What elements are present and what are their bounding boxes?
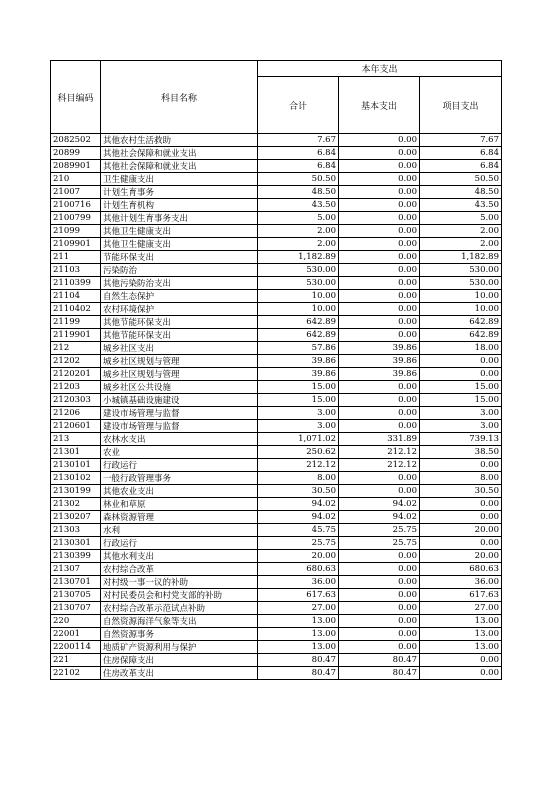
subject-code-cell: 21206 [51,407,101,420]
total-cell: 1,071.02 [258,433,339,446]
table-row [51,277,502,290]
subject-name-cell: 其他卫生健康支出 [101,238,258,251]
table-row [51,615,502,628]
table-row [51,134,502,147]
subject-name-cell: 森林资源管理 [101,511,258,524]
basic-expenditure-cell: 39.86 [339,355,420,368]
project-expenditure-cell: 18.00 [420,342,502,355]
subject-name-cell: 建设市场管理与监督 [101,407,258,420]
subject-code-cell: 21303 [51,524,101,537]
subject-name-cell: 城乡社区支出 [101,342,258,355]
project-expenditure-cell: 20.00 [420,524,502,537]
basic-expenditure-cell: 25.75 [339,524,420,537]
basic-expenditure-cell: 0.00 [339,186,420,199]
project-expenditure-cell: 739.13 [420,433,502,446]
table-body [51,134,502,680]
subject-code-cell: 2100799 [51,212,101,225]
basic-expenditure-cell: 94.02 [339,498,420,511]
subject-code-cell: 2130707 [51,602,101,615]
subject-code-cell: 212 [51,342,101,355]
subject-name-cell: 城乡社区规划与管理 [101,368,258,381]
table-row [51,550,502,563]
subject-name-cell: 计划生育事务 [101,186,258,199]
basic-expenditure-cell: 39.86 [339,368,420,381]
project-expenditure-cell: 3.00 [420,407,502,420]
basic-expenditure-cell: 0.00 [339,147,420,160]
subject-code-cell: 2120201 [51,368,101,381]
basic-expenditure-cell: 0.00 [339,485,420,498]
table-row [51,342,502,355]
total-cell: 39.86 [258,368,339,381]
basic-expenditure-cell: 0.00 [339,290,420,303]
project-expenditure-cell: 2.00 [420,238,502,251]
basic-expenditure-cell: 0.00 [339,550,420,563]
table-row [51,329,502,342]
subject-name-cell: 其他节能环保支出 [101,316,258,329]
total-cell: 212.12 [258,459,339,472]
basic-expenditure-cell: 0.00 [339,173,420,186]
subject-code-cell: 21007 [51,186,101,199]
project-expenditure-cell: 0.00 [420,667,502,680]
subject-code-cell: 2130301 [51,537,101,550]
total-cell: 8.00 [258,472,339,485]
subject-code-cell: 21202 [51,355,101,368]
subject-code-cell: 21103 [51,264,101,277]
project-expenditure-cell: 13.00 [420,628,502,641]
subject-name-cell: 地质矿产资源利用与保护 [101,641,258,654]
subject-code-cell: 2109901 [51,238,101,251]
total-cell: 10.00 [258,290,339,303]
project-expenditure-cell: 6.84 [420,147,502,160]
project-expenditure-cell: 15.00 [420,394,502,407]
subject-code-cell: 2130199 [51,485,101,498]
table-row [51,225,502,238]
project-expenditure-cell: 48.50 [420,186,502,199]
table-row [51,537,502,550]
basic-expenditure-cell: 331.89 [339,433,420,446]
total-header: 合计 [258,77,339,134]
table-row [51,446,502,459]
subject-name-cell: 水利 [101,524,258,537]
subject-code-cell: 2200114 [51,641,101,654]
subject-code-cell: 2130101 [51,459,101,472]
basic-expenditure-cell: 0.00 [339,329,420,342]
subject-code-cell: 2120303 [51,394,101,407]
subject-name-cell: 自然资源海洋气象等支出 [101,615,258,628]
basic-expenditure-cell: 0.00 [339,563,420,576]
total-cell: 13.00 [258,615,339,628]
basic-expenditure-cell: 0.00 [339,264,420,277]
project-expenditure-cell: 0.00 [420,498,502,511]
subject-code-cell: 20899 [51,147,101,160]
subject-code-cell: 21199 [51,316,101,329]
subject-name-cell: 农村综合改革示范试点补助 [101,602,258,615]
subject-name-cell: 农村环境保护 [101,303,258,316]
project-expenditure-cell: 1,182.89 [420,251,502,264]
basic-expenditure-cell: 0.00 [339,212,420,225]
total-cell: 530.00 [258,264,339,277]
subject-code-cell: 2100716 [51,199,101,212]
project-expenditure-cell: 8.00 [420,472,502,485]
table-row [51,667,502,680]
subject-name-cell: 对村民委员会和村党支部的补助 [101,589,258,602]
total-cell: 5.00 [258,212,339,225]
subject-name-header: 科目名称 [101,61,258,134]
project-expenditure-cell: 680.63 [420,563,502,576]
project-expenditure-cell: 10.00 [420,290,502,303]
total-cell: 13.00 [258,628,339,641]
subject-name-cell: 城乡社区公共设施 [101,381,258,394]
table-row [51,394,502,407]
budget-expenditure-table [50,60,502,680]
basic-expenditure-cell: 80.47 [339,667,420,680]
project-expenditure-cell: 27.00 [420,602,502,615]
total-cell: 1,182.89 [258,251,339,264]
project-expenditure-cell: 3.00 [420,420,502,433]
subject-code-cell: 2119901 [51,329,101,342]
subject-code-cell: 22102 [51,667,101,680]
subject-code-cell: 221 [51,654,101,667]
current-year-expenditure-header: 本年支出 [258,61,502,77]
total-cell: 57.86 [258,342,339,355]
total-cell: 2.00 [258,225,339,238]
subject-code-cell: 2120601 [51,420,101,433]
basic-expenditure-cell: 25.75 [339,537,420,550]
subject-name-cell: 污染防治 [101,264,258,277]
subject-code-cell: 21203 [51,381,101,394]
subject-code-cell: 22001 [51,628,101,641]
subject-code-cell: 2089901 [51,160,101,173]
total-cell: 642.89 [258,316,339,329]
basic-expenditure-cell: 80.47 [339,654,420,667]
total-cell: 3.00 [258,420,339,433]
subject-code-cell: 2130701 [51,576,101,589]
table-row [51,485,502,498]
subject-code-cell: 2130705 [51,589,101,602]
basic-expenditure-cell: 39.86 [339,342,420,355]
subject-name-cell: 其他社会保障和就业支出 [101,147,258,160]
table-row [51,238,502,251]
subject-name-cell: 其他节能环保支出 [101,329,258,342]
subject-name-cell: 自然资源事务 [101,628,258,641]
subject-name-cell: 对村级一事一议的补助 [101,576,258,589]
basic-expenditure-cell: 0.00 [339,615,420,628]
table-row [51,212,502,225]
basic-expenditure-cell: 212.12 [339,446,420,459]
basic-expenditure-cell: 0.00 [339,628,420,641]
project-expenditure-cell: 13.00 [420,615,502,628]
basic-expenditure-cell: 0.00 [339,641,420,654]
total-cell: 80.47 [258,654,339,667]
table-row [51,381,502,394]
subject-code-cell: 2082502 [51,134,101,147]
table-row [51,576,502,589]
total-cell: 27.00 [258,602,339,615]
total-cell: 20.00 [258,550,339,563]
project-expenditure-cell: 6.84 [420,160,502,173]
basic-expenditure-cell: 0.00 [339,576,420,589]
table-row [51,368,502,381]
subject-code-cell: 210 [51,173,101,186]
basic-expenditure-cell: 0.00 [339,602,420,615]
total-cell: 30.50 [258,485,339,498]
basic-expenditure-cell: 0.00 [339,238,420,251]
subject-code-cell: 211 [51,251,101,264]
table-row [51,186,502,199]
total-cell: 10.00 [258,303,339,316]
project-expenditure-cell: 10.00 [420,303,502,316]
project-expenditure-cell: 0.00 [420,368,502,381]
subject-name-cell: 农业 [101,446,258,459]
basic-expenditure-cell: 0.00 [339,316,420,329]
table-row [51,316,502,329]
basic-expenditure-cell: 0.00 [339,589,420,602]
project-expenditure-cell: 0.00 [420,459,502,472]
subject-name-cell: 一般行政管理事务 [101,472,258,485]
subject-code-cell: 2130399 [51,550,101,563]
basic-expenditure-cell: 0.00 [339,134,420,147]
total-cell: 13.00 [258,641,339,654]
project-expenditure-cell: 0.00 [420,537,502,550]
total-cell: 6.84 [258,147,339,160]
project-expenditure-cell: 642.89 [420,329,502,342]
total-cell: 45.75 [258,524,339,537]
subject-name-cell: 农林水支出 [101,433,258,446]
subject-name-cell: 其他计划生育事务支出 [101,212,258,225]
table-row [51,472,502,485]
total-cell: 617.63 [258,589,339,602]
table-row [51,420,502,433]
basic-expenditure-cell: 0.00 [339,225,420,238]
total-cell: 39.86 [258,355,339,368]
subject-code-cell: 2130102 [51,472,101,485]
total-cell: 94.02 [258,498,339,511]
project-expenditure-cell: 7.67 [420,134,502,147]
project-expenditure-cell: 50.50 [420,173,502,186]
project-expenditure-header: 项目支出 [420,77,502,134]
subject-name-cell: 其他卫生健康支出 [101,225,258,238]
table-row [51,355,502,368]
total-cell: 36.00 [258,576,339,589]
table-row [51,264,502,277]
table-row [51,628,502,641]
total-cell: 6.84 [258,160,339,173]
table-row [51,407,502,420]
subject-code-header: 科目编码 [51,61,101,134]
total-cell: 43.50 [258,199,339,212]
total-cell: 94.02 [258,511,339,524]
basic-expenditure-cell: 0.00 [339,407,420,420]
subject-name-cell: 其他农业支出 [101,485,258,498]
subject-name-cell: 小城镇基础设施建设 [101,394,258,407]
project-expenditure-cell: 30.50 [420,485,502,498]
subject-name-cell: 行政运行 [101,459,258,472]
total-cell: 50.50 [258,173,339,186]
total-cell: 80.47 [258,667,339,680]
subject-code-cell: 220 [51,615,101,628]
subject-name-cell: 林业和草原 [101,498,258,511]
table-row [51,251,502,264]
table-row [51,173,502,186]
project-expenditure-cell: 530.00 [420,264,502,277]
project-expenditure-cell: 15.00 [420,381,502,394]
table-row [51,654,502,667]
subject-code-cell: 2110402 [51,303,101,316]
basic-expenditure-cell: 0.00 [339,303,420,316]
total-cell: 530.00 [258,277,339,290]
project-expenditure-cell: 530.00 [420,277,502,290]
table-row [51,199,502,212]
basic-expenditure-cell: 0.00 [339,420,420,433]
basic-expenditure-header: 基本支出 [339,77,420,134]
subject-name-cell: 城乡社区规划与管理 [101,355,258,368]
subject-name-cell: 农村综合改革 [101,563,258,576]
subject-code-cell: 2110399 [51,277,101,290]
basic-expenditure-cell: 0.00 [339,160,420,173]
basic-expenditure-cell: 0.00 [339,381,420,394]
subject-code-cell: 21302 [51,498,101,511]
total-cell: 25.75 [258,537,339,550]
table-row [51,290,502,303]
basic-expenditure-cell: 94.02 [339,511,420,524]
table-row [51,459,502,472]
total-cell: 2.00 [258,238,339,251]
total-cell: 15.00 [258,394,339,407]
total-cell: 250.62 [258,446,339,459]
total-cell: 680.63 [258,563,339,576]
subject-name-cell: 住房保障支出 [101,654,258,667]
project-expenditure-cell: 0.00 [420,355,502,368]
subject-name-cell: 其他污染防治支出 [101,277,258,290]
total-cell: 7.67 [258,134,339,147]
project-expenditure-cell: 43.50 [420,199,502,212]
subject-code-cell: 21099 [51,225,101,238]
subject-name-cell: 行政运行 [101,537,258,550]
project-expenditure-cell: 20.00 [420,550,502,563]
subject-name-cell: 住房改革支出 [101,667,258,680]
subject-name-cell: 节能环保支出 [101,251,258,264]
table-row [51,589,502,602]
subject-name-cell: 其他农村生活救助 [101,134,258,147]
table-row [51,563,502,576]
subject-code-cell: 213 [51,433,101,446]
basic-expenditure-cell: 0.00 [339,277,420,290]
table-row [51,511,502,524]
subject-code-cell: 21301 [51,446,101,459]
subject-name-cell: 其他社会保障和就业支出 [101,160,258,173]
table-row [51,641,502,654]
project-expenditure-cell: 2.00 [420,225,502,238]
project-expenditure-cell: 36.00 [420,576,502,589]
table-row [51,602,502,615]
table-row [51,147,502,160]
total-cell: 642.89 [258,329,339,342]
subject-name-cell: 卫生健康支出 [101,173,258,186]
subject-name-cell: 计划生育机构 [101,199,258,212]
basic-expenditure-cell: 0.00 [339,199,420,212]
basic-expenditure-cell: 0.00 [339,472,420,485]
subject-code-cell: 21307 [51,563,101,576]
basic-expenditure-cell: 0.00 [339,394,420,407]
subject-code-cell: 21104 [51,290,101,303]
table-row [51,160,502,173]
subject-name-cell: 自然生态保护 [101,290,258,303]
project-expenditure-cell: 617.63 [420,589,502,602]
subject-code-cell: 2130207 [51,511,101,524]
table-row [51,433,502,446]
subject-name-cell: 建设市场管理与监督 [101,420,258,433]
project-expenditure-cell: 642.89 [420,316,502,329]
table-row [51,498,502,511]
total-cell: 48.50 [258,186,339,199]
total-cell: 15.00 [258,381,339,394]
total-cell: 3.00 [258,407,339,420]
table-row [51,524,502,537]
subject-name-cell: 其他水利支出 [101,550,258,563]
basic-expenditure-cell: 212.12 [339,459,420,472]
project-expenditure-cell: 13.00 [420,641,502,654]
project-expenditure-cell: 38.50 [420,446,502,459]
basic-expenditure-cell: 0.00 [339,251,420,264]
project-expenditure-cell: 0.00 [420,654,502,667]
table-row [51,303,502,316]
project-expenditure-cell: 5.00 [420,212,502,225]
project-expenditure-cell: 0.00 [420,511,502,524]
